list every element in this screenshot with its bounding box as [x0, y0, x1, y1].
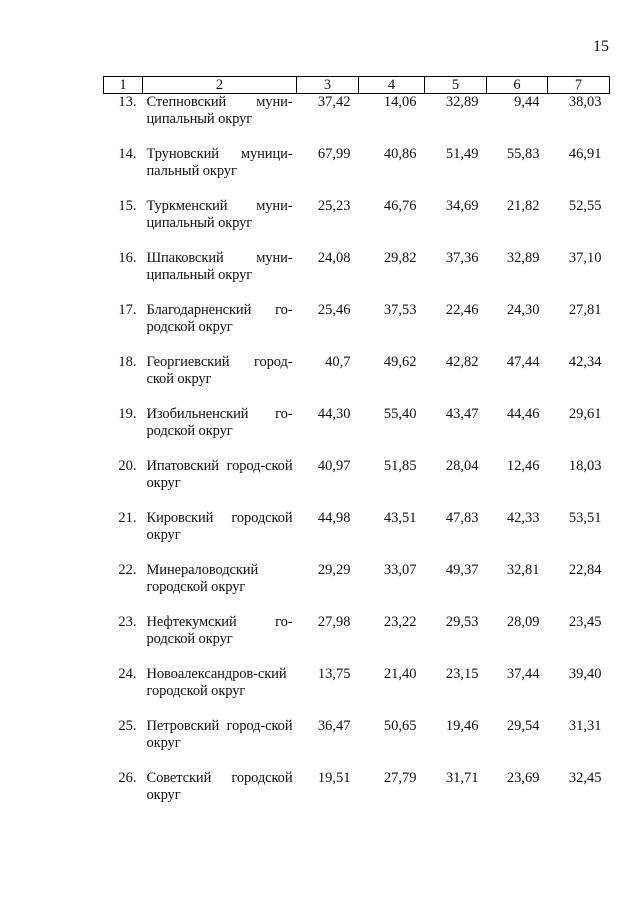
value-col-4: 43,51	[383, 510, 417, 526]
district-name: Туркменский муни-ципальный округ	[146, 198, 293, 231]
value-col-6: 55,83	[506, 146, 540, 162]
value-col-5: 28,04	[445, 458, 479, 474]
row-number: 20.	[118, 458, 137, 474]
value-col-5: 23,15	[445, 666, 479, 682]
row-number: 13.	[118, 94, 137, 110]
value-col-6: 24,30	[506, 302, 540, 318]
value-col-5: 19,46	[445, 718, 479, 734]
value-col-4: 29,82	[383, 250, 417, 266]
value-col-4: 27,79	[383, 770, 417, 786]
value-col-4: 50,65	[383, 718, 417, 734]
value-col-3: 29,29	[317, 562, 351, 578]
value-col-5: 42,82	[445, 354, 479, 370]
value-col-7: 37,10	[568, 250, 602, 266]
table-row	[104, 770, 610, 822]
value-col-5: 34,69	[445, 198, 479, 214]
value-col-6: 23,69	[506, 770, 540, 786]
value-col-5: 32,89	[445, 94, 479, 110]
row-number: 18.	[118, 354, 137, 370]
value-col-7: 39,40	[568, 666, 602, 682]
table-row	[104, 354, 610, 406]
value-col-3: 44,98	[317, 510, 351, 526]
value-col-7: 27,81	[568, 302, 602, 318]
column-header: 7	[548, 77, 610, 94]
row-number: 17.	[118, 302, 137, 318]
row-number: 25.	[118, 718, 137, 734]
district-name: Изобильненский го-родской округ	[146, 406, 293, 439]
table-row	[104, 562, 610, 614]
value-col-6: 28,09	[506, 614, 540, 630]
value-col-7: 52,55	[568, 198, 602, 214]
value-col-5: 49,37	[445, 562, 479, 578]
value-col-7: 23,45	[568, 614, 602, 630]
value-col-7: 46,91	[568, 146, 602, 162]
value-col-3: 27,98	[317, 614, 351, 630]
value-col-3: 25,23	[317, 198, 351, 214]
value-col-5: 37,36	[445, 250, 479, 266]
value-col-7: 38,03	[568, 94, 602, 110]
value-col-6: 44,46	[506, 406, 540, 422]
value-col-5: 22,46	[445, 302, 479, 318]
value-col-3: 24,08	[317, 250, 351, 266]
value-col-6: 37,44	[506, 666, 540, 682]
table-row	[104, 302, 610, 354]
value-col-7: 53,51	[568, 510, 602, 526]
district-name: Новоалександров-ский городской округ	[146, 666, 287, 699]
column-header: 1	[104, 77, 143, 94]
value-col-4: 33,07	[383, 562, 417, 578]
value-col-3: 25,46	[317, 302, 351, 318]
value-col-6: 47,44	[506, 354, 540, 370]
value-col-4: 55,40	[383, 406, 417, 422]
value-col-5: 51,49	[445, 146, 479, 162]
page-number: 15	[593, 38, 609, 55]
value-col-7: 22,84	[568, 562, 602, 578]
row-number: 14.	[118, 146, 137, 162]
value-col-4: 49,62	[383, 354, 417, 370]
value-col-6: 42,33	[506, 510, 540, 526]
value-col-3: 36,47	[317, 718, 351, 734]
table-body	[104, 94, 610, 823]
value-col-6: 32,89	[506, 250, 540, 266]
district-name: Петровский город-ской округ	[146, 718, 293, 751]
district-name: Нефтекумский го-родской округ	[146, 614, 293, 647]
table-row	[104, 94, 610, 147]
column-header: 5	[425, 77, 487, 94]
table-row	[104, 458, 610, 510]
column-header: 3	[297, 77, 359, 94]
column-header: 4	[359, 77, 425, 94]
data-table	[103, 76, 610, 822]
district-name: Советский городской округ	[146, 770, 293, 803]
value-col-5: 43,47	[445, 406, 479, 422]
table-header	[104, 77, 610, 94]
value-col-3: 40,7	[325, 354, 351, 370]
value-col-5: 29,53	[445, 614, 479, 630]
value-col-6: 9,44	[514, 94, 540, 110]
district-name: Кировский городской округ	[146, 510, 293, 543]
value-col-7: 42,34	[568, 354, 602, 370]
value-col-4: 40,86	[383, 146, 417, 162]
table-row	[104, 666, 610, 718]
value-col-4: 23,22	[383, 614, 417, 630]
column-header: 6	[487, 77, 548, 94]
row-number: 26.	[118, 770, 137, 786]
district-name: Шпаковский муни-ципальный округ	[146, 250, 293, 283]
district-name: Минераловодский городской округ	[146, 562, 259, 595]
value-col-7: 18,03	[568, 458, 602, 474]
value-col-3: 44,30	[317, 406, 351, 422]
value-col-3: 67,99	[317, 146, 351, 162]
value-col-4: 46,76	[383, 198, 417, 214]
value-col-3: 13,75	[317, 666, 351, 682]
district-name: Благодарненский го-родской округ	[146, 302, 293, 335]
value-col-3: 37,42	[317, 94, 351, 110]
row-number: 19.	[118, 406, 137, 422]
value-col-6: 21,82	[506, 198, 540, 214]
district-name: Ипатовский город-ской округ	[146, 458, 293, 491]
value-col-5: 31,71	[445, 770, 479, 786]
table-row	[104, 614, 610, 666]
row-number: 15.	[118, 198, 137, 214]
district-name: Труновский муници-пальный округ	[146, 146, 293, 179]
value-col-5: 47,83	[445, 510, 479, 526]
value-col-6: 29,54	[506, 718, 540, 734]
table-row	[104, 250, 610, 302]
column-header: 2	[143, 77, 297, 94]
value-col-4: 51,85	[383, 458, 417, 474]
value-col-6: 32,81	[506, 562, 540, 578]
table-row	[104, 510, 610, 562]
table-row	[104, 406, 610, 458]
table-row	[104, 146, 610, 198]
row-number: 23.	[118, 614, 137, 630]
value-col-6: 12,46	[506, 458, 540, 474]
district-name: Степновский муни-ципальный округ	[146, 94, 293, 127]
table-row	[104, 718, 610, 770]
value-col-3: 19,51	[317, 770, 351, 786]
value-col-7: 31,31	[568, 718, 602, 734]
value-col-7: 29,61	[568, 406, 602, 422]
value-col-4: 21,40	[383, 666, 417, 682]
value-col-7: 32,45	[568, 770, 602, 786]
row-number: 21.	[118, 510, 137, 526]
value-col-4: 37,53	[383, 302, 417, 318]
value-col-3: 40,97	[317, 458, 351, 474]
district-name: Георгиевский город-ской округ	[146, 354, 293, 387]
table-row	[104, 198, 610, 250]
row-number: 16.	[118, 250, 137, 266]
row-number: 24.	[118, 666, 137, 682]
value-col-4: 14,06	[383, 94, 417, 110]
row-number: 22.	[118, 562, 137, 578]
